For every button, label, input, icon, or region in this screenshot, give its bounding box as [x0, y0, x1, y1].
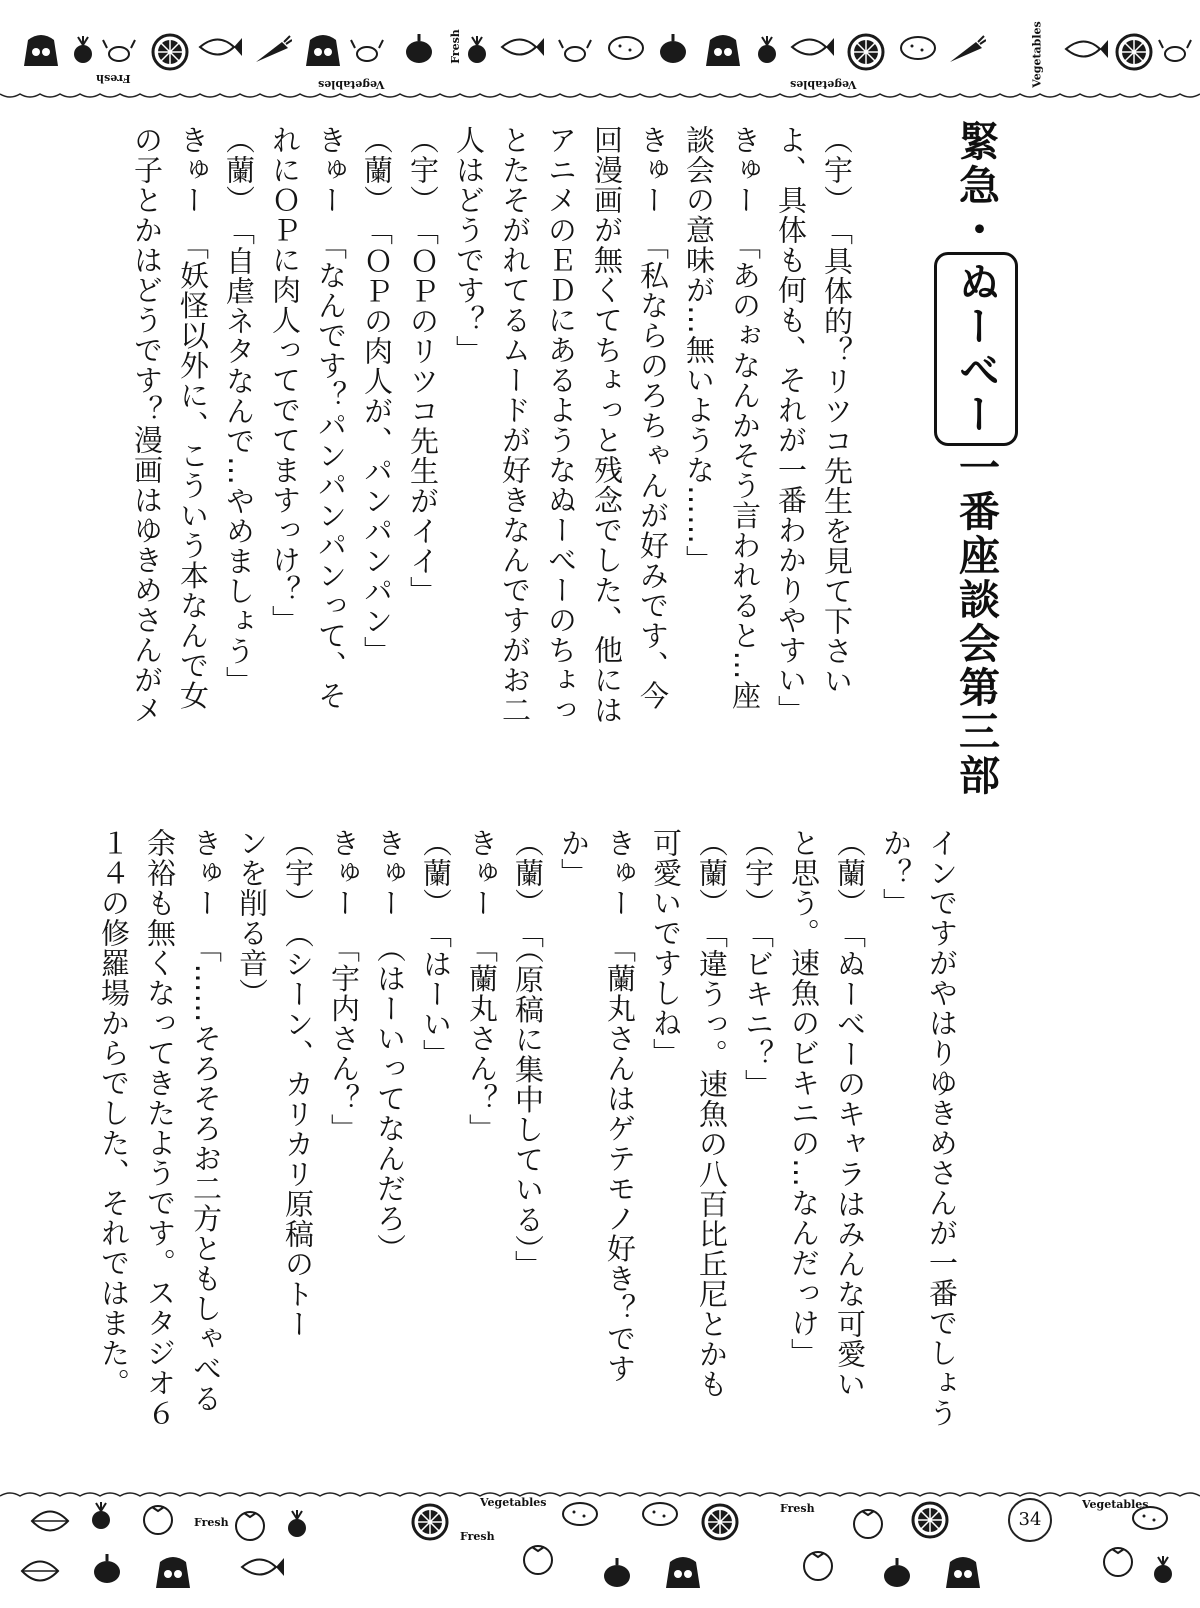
- vegetable-sprig-icon: [464, 36, 490, 66]
- crab-icon: [1158, 36, 1192, 66]
- potato-icon: [606, 34, 646, 62]
- pot-icon: [660, 1552, 706, 1592]
- text-line: よ、具体も何も、それが一番わかりやすい」: [774, 125, 808, 725]
- text-line: 回漫画が無くてちょっと残念でした、他には: [590, 125, 624, 725]
- vegetable-sprig-icon: [88, 1502, 114, 1532]
- vegetable-sprig-icon: [754, 36, 780, 66]
- orange-slice-icon: [910, 1500, 950, 1540]
- text-line: （蘭） 「自虐ネタなんで…やめましょう」: [222, 125, 256, 696]
- crab-icon: [558, 36, 592, 66]
- border-label: Vegetables: [790, 78, 857, 91]
- border-label: Fresh: [96, 72, 131, 85]
- orange-slice-icon: [700, 1502, 740, 1542]
- text-line: （蘭） 「ＯＰの肉人が、パンパンパン」: [360, 125, 394, 666]
- orange-slice-icon: [1114, 32, 1154, 72]
- tomato-icon: [232, 1506, 268, 1542]
- fish-icon: [198, 34, 242, 60]
- eggplant-icon: [880, 1556, 914, 1590]
- text-line: （宇） 「ＯＰのリツコ先生がイイ」: [406, 125, 440, 606]
- text-line: きゅー （はーいってなんだろ）: [373, 828, 407, 1264]
- fish-icon: [500, 34, 544, 60]
- text-line: インですがやはりゆきめさんが一番でしょう: [925, 828, 959, 1428]
- orange-slice-icon: [846, 32, 886, 72]
- title-boxed-word: ぬーべー: [934, 252, 1018, 446]
- text-line: １４の修羅場からでした、それではまた。: [97, 828, 131, 1398]
- article-title: [940, 120, 1018, 800]
- text-line: と思う。速魚のビキニの…なんだっけ」: [787, 828, 821, 1368]
- text-line: きゅー 「妖怪以外に、こういう本なんで女: [176, 125, 210, 711]
- text-line: か」: [557, 828, 591, 888]
- text-line: （蘭） 「ぬーべーのキャラはみんな可愛い: [833, 828, 867, 1399]
- text-line: （宇） 「ビキニ？」: [741, 828, 775, 1099]
- pot-icon: [300, 30, 346, 70]
- text-line: の子とかはどうです？漫画はゆきめさんがメ: [130, 125, 164, 725]
- tomato-icon: [850, 1504, 886, 1540]
- crab-icon: [102, 36, 136, 66]
- pot-icon: [18, 30, 64, 70]
- border-label: Fresh: [460, 1530, 495, 1543]
- tomato-icon: [140, 1500, 176, 1536]
- text-line: きゅー 「あのぉなんかそう言われると…座: [728, 125, 762, 711]
- title-prefix: 緊急・: [952, 120, 1000, 252]
- eggplant-icon: [600, 1556, 634, 1590]
- vegetable-sprig-icon: [70, 36, 96, 66]
- text-line: 余裕も無くなってきたようです。スタジオ６: [143, 828, 177, 1428]
- border-label: Fresh: [194, 1516, 229, 1529]
- upper-text-block: [130, 125, 860, 785]
- text-line: ンを削る音）: [235, 828, 269, 1008]
- tomato-icon: [800, 1546, 836, 1582]
- lower-text-block: [97, 828, 965, 1468]
- text-line: （蘭） 「はーい」: [419, 828, 453, 1069]
- border-label: Fresh: [780, 1502, 815, 1515]
- potato-icon: [1130, 1504, 1170, 1532]
- text-line: とたそがれてるムードが好きなんですがお二: [498, 125, 532, 725]
- text-line: きゅー 「……そろそろお二方ともしゃべる: [189, 828, 223, 1414]
- text-line: きゅー 「私ならのろちゃんが好みです、今: [636, 125, 670, 711]
- text-line: きゅー 「蘭丸さん？」: [465, 828, 499, 1144]
- text-line: 談会の意味が…無いような……」: [682, 125, 716, 575]
- pot-icon: [150, 1552, 196, 1592]
- fish-icon: [240, 1554, 284, 1580]
- border-label: Vegetables: [1082, 1498, 1149, 1511]
- text-line: （蘭） 「（原稿に集中している）」: [511, 828, 545, 1280]
- eggplant-icon: [402, 32, 436, 66]
- leaf-icon: [30, 1506, 70, 1536]
- border-label: Vegetables: [1030, 21, 1044, 88]
- text-line: 人はどうです？」: [452, 125, 486, 365]
- text-line: か？」: [879, 828, 913, 918]
- tomato-icon: [520, 1540, 556, 1576]
- carrot-icon: [252, 34, 292, 68]
- vegetable-sprig-icon: [1150, 1556, 1176, 1586]
- fish-icon: [1064, 36, 1108, 62]
- orange-slice-icon: [150, 32, 190, 72]
- text-line: （蘭） 「違うっ。速魚の八百比丘尼とかも: [695, 828, 729, 1399]
- pot-icon: [940, 1552, 986, 1592]
- leaf-icon: [20, 1556, 60, 1586]
- potato-icon: [560, 1500, 600, 1528]
- pot-icon: [700, 30, 746, 70]
- crab-icon: [350, 36, 384, 66]
- border-label: Vegetables: [480, 1496, 547, 1509]
- scallop-divider: [0, 92, 1200, 100]
- top-decorative-border: [0, 0, 1200, 100]
- fish-icon: [790, 34, 834, 60]
- title-suffix: 一番座談会第三部: [952, 446, 1000, 798]
- scallop-divider: [0, 1490, 1200, 1498]
- text-line: きゅー 「蘭丸さんはゲテモノ好き？です: [603, 828, 637, 1384]
- text-line: きゅー 「なんです？パンパンパンって、そ: [314, 125, 348, 711]
- text-line: 可愛いですしね」: [649, 828, 683, 1068]
- eggplant-icon: [656, 32, 690, 66]
- page-number: 34: [1008, 1498, 1052, 1542]
- eggplant-icon: [90, 1552, 124, 1586]
- potato-icon: [898, 34, 938, 62]
- carrot-icon: [946, 34, 986, 68]
- vegetable-sprig-icon: [284, 1510, 310, 1540]
- text-line: アニメのＥＤにあるようなぬーべーのちょっ: [544, 125, 578, 725]
- tomato-icon: [1100, 1542, 1136, 1578]
- text-line: （宇） （シーン、カリカリ原稿のトー: [281, 828, 315, 1339]
- potato-icon: [640, 1500, 680, 1528]
- border-label: Vegetables: [318, 78, 385, 91]
- text-line: れにＯＰに肉人ってでてますっけ？」: [268, 125, 302, 635]
- text-line: きゅー 「宇内さん？」: [327, 828, 361, 1144]
- text-line: （宇） 「具体的？リツコ先生を見て下さい: [820, 125, 854, 696]
- border-label: Fresh: [448, 29, 462, 64]
- orange-slice-icon: [410, 1502, 450, 1542]
